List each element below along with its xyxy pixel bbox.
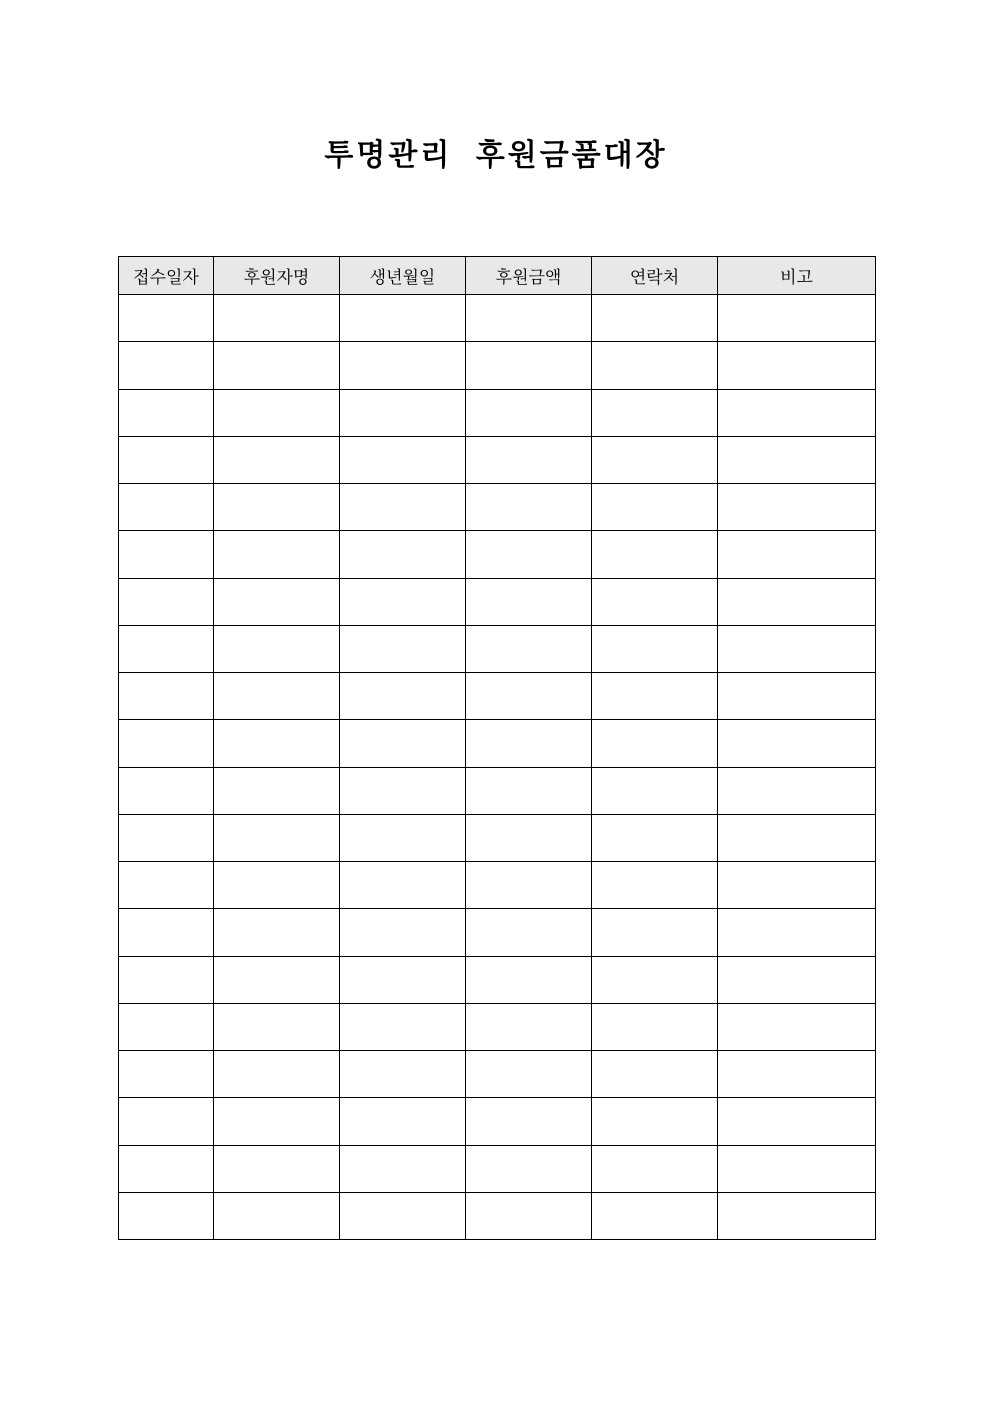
cell-receipt-date[interactable] xyxy=(119,720,214,767)
cell-donation-amount[interactable] xyxy=(466,1192,592,1239)
table-row xyxy=(119,956,876,1003)
donation-ledger-table xyxy=(118,256,876,1240)
cell-donation-amount[interactable] xyxy=(466,862,592,909)
cell-receipt-date[interactable] xyxy=(119,1003,214,1050)
table-row xyxy=(119,342,876,389)
cell-contact[interactable] xyxy=(592,1098,718,1145)
cell-birth-date[interactable] xyxy=(340,436,466,483)
table-row xyxy=(119,531,876,578)
cell-contact[interactable] xyxy=(592,909,718,956)
table-row xyxy=(119,1145,876,1192)
cell-birth-date[interactable] xyxy=(340,1051,466,1098)
cell-remarks[interactable] xyxy=(718,389,876,436)
cell-birth-date[interactable] xyxy=(340,673,466,720)
table-row xyxy=(119,1098,876,1145)
cell-donor-name[interactable] xyxy=(214,1145,340,1192)
cell-remarks[interactable] xyxy=(718,295,876,342)
cell-remarks[interactable] xyxy=(718,436,876,483)
table-row xyxy=(119,484,876,531)
cell-contact[interactable] xyxy=(592,720,718,767)
cell-remarks[interactable] xyxy=(718,1003,876,1050)
cell-receipt-date[interactable] xyxy=(119,342,214,389)
cell-contact[interactable] xyxy=(592,814,718,861)
table-row xyxy=(119,767,876,814)
table-row xyxy=(119,625,876,672)
header-donation-amount: 후원금액 xyxy=(466,257,592,295)
cell-contact[interactable] xyxy=(592,1145,718,1192)
cell-birth-date[interactable] xyxy=(340,389,466,436)
table-row xyxy=(119,295,876,342)
cell-remarks[interactable] xyxy=(718,1192,876,1239)
cell-donor-name[interactable] xyxy=(214,436,340,483)
cell-birth-date[interactable] xyxy=(340,578,466,625)
cell-receipt-date[interactable] xyxy=(119,625,214,672)
cell-donor-name[interactable] xyxy=(214,1098,340,1145)
cell-contact[interactable] xyxy=(592,767,718,814)
cell-receipt-date[interactable] xyxy=(119,484,214,531)
cell-donor-name[interactable] xyxy=(214,295,340,342)
cell-contact[interactable] xyxy=(592,436,718,483)
cell-donation-amount[interactable] xyxy=(466,484,592,531)
cell-receipt-date[interactable] xyxy=(119,1192,214,1239)
cell-donor-name[interactable] xyxy=(214,389,340,436)
cell-donor-name[interactable] xyxy=(214,767,340,814)
cell-contact[interactable] xyxy=(592,862,718,909)
cell-remarks[interactable] xyxy=(718,342,876,389)
cell-receipt-date[interactable] xyxy=(119,956,214,1003)
cell-donation-amount[interactable] xyxy=(466,1145,592,1192)
cell-donor-name[interactable] xyxy=(214,342,340,389)
cell-donor-name[interactable] xyxy=(214,1003,340,1050)
table-row xyxy=(119,1051,876,1098)
table-row xyxy=(119,673,876,720)
cell-contact[interactable] xyxy=(592,578,718,625)
cell-remarks[interactable] xyxy=(718,1098,876,1145)
cell-receipt-date[interactable] xyxy=(119,1051,214,1098)
cell-contact[interactable] xyxy=(592,389,718,436)
cell-remarks[interactable] xyxy=(718,720,876,767)
cell-remarks[interactable] xyxy=(718,1051,876,1098)
cell-contact[interactable] xyxy=(592,1192,718,1239)
cell-donor-name[interactable] xyxy=(214,909,340,956)
cell-donation-amount[interactable] xyxy=(466,389,592,436)
cell-donation-amount[interactable] xyxy=(466,1051,592,1098)
header-donor-name: 후원자명 xyxy=(214,257,340,295)
cell-donation-amount[interactable] xyxy=(466,767,592,814)
table-row xyxy=(119,436,876,483)
cell-birth-date[interactable] xyxy=(340,909,466,956)
cell-remarks[interactable] xyxy=(718,578,876,625)
cell-birth-date[interactable] xyxy=(340,1192,466,1239)
cell-birth-date[interactable] xyxy=(340,862,466,909)
cell-birth-date[interactable] xyxy=(340,814,466,861)
table-row xyxy=(119,578,876,625)
cell-remarks[interactable] xyxy=(718,1145,876,1192)
cell-remarks[interactable] xyxy=(718,625,876,672)
cell-remarks[interactable] xyxy=(718,814,876,861)
cell-birth-date[interactable] xyxy=(340,1145,466,1192)
cell-donation-amount[interactable] xyxy=(466,531,592,578)
cell-remarks[interactable] xyxy=(718,531,876,578)
cell-birth-date[interactable] xyxy=(340,625,466,672)
cell-contact[interactable] xyxy=(592,342,718,389)
cell-contact[interactable] xyxy=(592,956,718,1003)
cell-birth-date[interactable] xyxy=(340,767,466,814)
cell-donation-amount[interactable] xyxy=(466,909,592,956)
cell-contact[interactable] xyxy=(592,1051,718,1098)
table-body xyxy=(119,295,876,1240)
cell-donation-amount[interactable] xyxy=(466,673,592,720)
cell-donor-name[interactable] xyxy=(214,1051,340,1098)
cell-receipt-date[interactable] xyxy=(119,909,214,956)
cell-donor-name[interactable] xyxy=(214,484,340,531)
cell-donor-name[interactable] xyxy=(214,956,340,1003)
cell-contact[interactable] xyxy=(592,1003,718,1050)
cell-donation-amount[interactable] xyxy=(466,342,592,389)
header-remarks: 비고 xyxy=(718,257,876,295)
table-row xyxy=(119,1003,876,1050)
cell-birth-date[interactable] xyxy=(340,720,466,767)
cell-donation-amount[interactable] xyxy=(466,436,592,483)
cell-donation-amount[interactable] xyxy=(466,956,592,1003)
table-row xyxy=(119,814,876,861)
cell-donor-name[interactable] xyxy=(214,720,340,767)
cell-remarks[interactable] xyxy=(718,956,876,1003)
cell-remarks[interactable] xyxy=(718,767,876,814)
cell-donor-name[interactable] xyxy=(214,578,340,625)
cell-contact[interactable] xyxy=(592,673,718,720)
header-birth-date: 생년월일 xyxy=(340,257,466,295)
cell-contact[interactable] xyxy=(592,295,718,342)
table-row xyxy=(119,909,876,956)
table-header-row xyxy=(119,257,876,295)
cell-donor-name[interactable] xyxy=(214,1192,340,1239)
cell-contact[interactable] xyxy=(592,625,718,672)
cell-donation-amount[interactable] xyxy=(466,1003,592,1050)
cell-receipt-date[interactable] xyxy=(119,814,214,861)
cell-receipt-date[interactable] xyxy=(119,767,214,814)
cell-receipt-date[interactable] xyxy=(119,531,214,578)
cell-remarks[interactable] xyxy=(718,862,876,909)
cell-birth-date[interactable] xyxy=(340,342,466,389)
cell-receipt-date[interactable] xyxy=(119,1145,214,1192)
cell-donation-amount[interactable] xyxy=(466,1098,592,1145)
cell-receipt-date[interactable] xyxy=(119,436,214,483)
cell-birth-date[interactable] xyxy=(340,1003,466,1050)
cell-donor-name[interactable] xyxy=(214,814,340,861)
table-row xyxy=(119,1192,876,1239)
table-row xyxy=(119,862,876,909)
header-contact: 연락처 xyxy=(592,257,718,295)
cell-donor-name[interactable] xyxy=(214,862,340,909)
cell-remarks[interactable] xyxy=(718,909,876,956)
cell-donor-name[interactable] xyxy=(214,531,340,578)
cell-remarks[interactable] xyxy=(718,673,876,720)
cell-donor-name[interactable] xyxy=(214,673,340,720)
cell-birth-date[interactable] xyxy=(340,531,466,578)
cell-contact[interactable] xyxy=(592,484,718,531)
cell-receipt-date[interactable] xyxy=(119,862,214,909)
cell-birth-date[interactable] xyxy=(340,295,466,342)
table-row xyxy=(119,389,876,436)
cell-receipt-date[interactable] xyxy=(119,673,214,720)
cell-receipt-date[interactable] xyxy=(119,1098,214,1145)
page-title: 투명관리 후원금품대장 xyxy=(324,138,668,173)
cell-birth-date[interactable] xyxy=(340,956,466,1003)
cell-donation-amount[interactable] xyxy=(466,625,592,672)
cell-birth-date[interactable] xyxy=(340,484,466,531)
cell-receipt-date[interactable] xyxy=(119,578,214,625)
cell-receipt-date[interactable] xyxy=(119,295,214,342)
cell-receipt-date[interactable] xyxy=(119,389,214,436)
cell-donation-amount[interactable] xyxy=(466,720,592,767)
cell-birth-date[interactable] xyxy=(340,1098,466,1145)
cell-donor-name[interactable] xyxy=(214,625,340,672)
cell-donation-amount[interactable] xyxy=(466,814,592,861)
header-receipt-date: 접수일자 xyxy=(119,257,214,295)
cell-contact[interactable] xyxy=(592,531,718,578)
table-row xyxy=(119,720,876,767)
cell-donation-amount[interactable] xyxy=(466,578,592,625)
cell-donation-amount[interactable] xyxy=(466,295,592,342)
cell-remarks[interactable] xyxy=(718,484,876,531)
